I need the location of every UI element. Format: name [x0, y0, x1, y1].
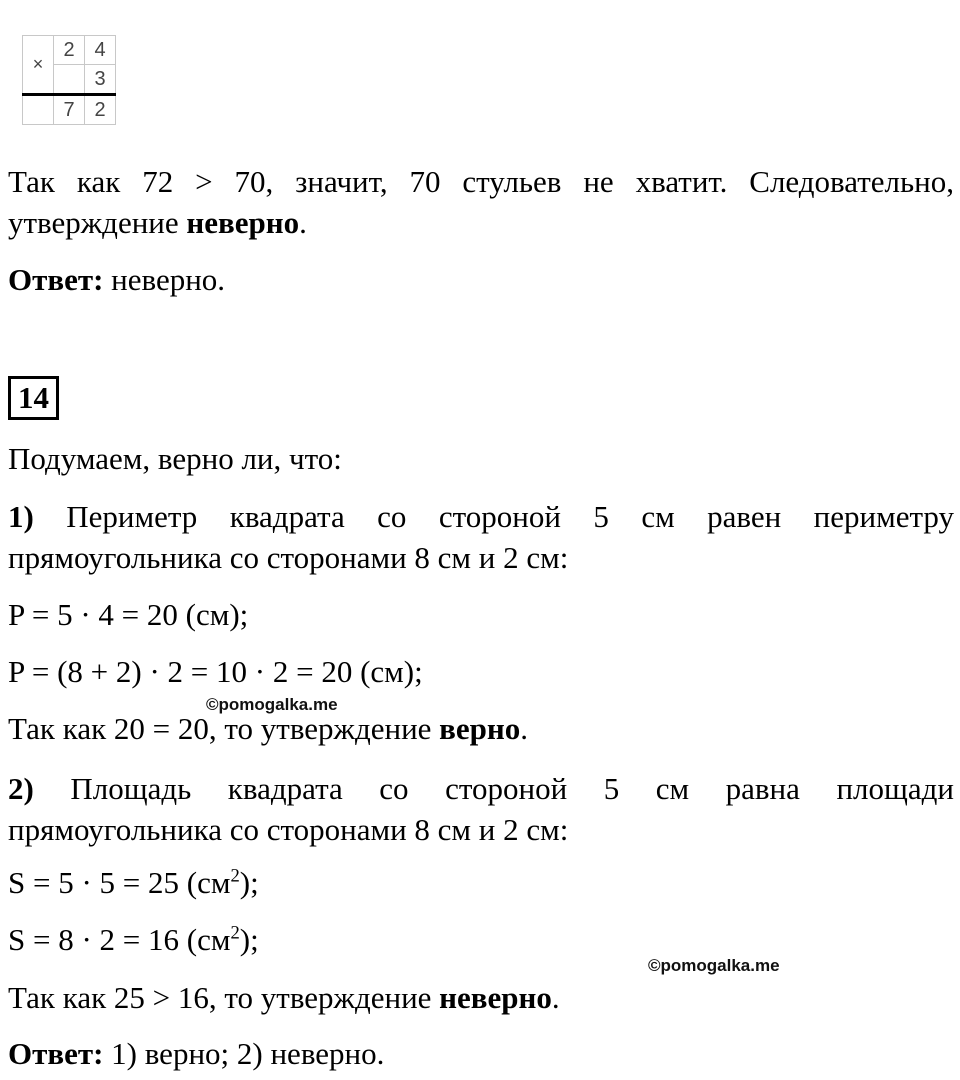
verdict: неверно — [439, 980, 552, 1015]
verdict: неверно — [186, 205, 300, 240]
calc-line: S = 8 · 2 = 16 $(см^2)$; — [8, 922, 259, 957]
watermark: ©pomogalka.me — [648, 956, 780, 975]
answer-line — [8, 1037, 954, 1071]
answer-text: 1) верно; 2) неверно. — [103, 1036, 385, 1071]
calc-line: S = 5 · 5 = 25 $(см^2)$; — [8, 865, 259, 900]
calc-line: P = 5 · 4 = 20 (см); — [8, 597, 249, 632]
grid-cell: 7 — [54, 95, 85, 125]
answer-line — [8, 263, 954, 297]
verdict: верно — [439, 711, 521, 746]
multiplication-grid — [22, 35, 116, 125]
answer-label: Ответ: — [8, 1036, 104, 1071]
grid-cell: 2 — [54, 36, 85, 65]
grid-cell — [23, 95, 54, 125]
item-line: 2) Площадь квадрата со стороной 5 см равна площади — [8, 771, 954, 806]
grid-cell: 3 — [85, 65, 116, 95]
item-line: прямоугольника со сторонами 8 см и 2 см: — [8, 540, 569, 575]
task-intro: Подумаем, верно ли, что: — [8, 441, 342, 476]
item-number: 1) — [8, 499, 34, 534]
conclusion-line: Так как 72 > 70, значит, 70 стульев не хватит. Следовательно, — [8, 164, 954, 199]
watermark: ©pomogalka.me — [206, 695, 338, 714]
grid-cell: 4 — [85, 36, 116, 65]
grid-cell: 2 — [85, 95, 116, 125]
answer-text: неверно. — [103, 262, 226, 297]
conclusion-line: утверждение неверно. — [8, 205, 307, 240]
task-number: 14 — [8, 376, 59, 420]
conclusion-line: Так как 20 = 20, то утверждение верно. — [8, 711, 529, 746]
multiply-sign: × — [23, 36, 54, 95]
item-number: 2) — [8, 771, 34, 806]
item-line: 1) Периметр квадрата со стороной 5 см равен периметру — [8, 499, 954, 534]
item-line: прямоугольника со сторонами 8 см и 2 см: — [8, 812, 569, 847]
calc-line: P = (8 + 2) · 2 = 10 · 2 = 20 (см); — [8, 654, 423, 689]
answer-label: Ответ: — [8, 262, 104, 297]
grid-cell — [54, 65, 85, 95]
conclusion-line: Так как 25 > 16, то утверждение неверно. — [8, 980, 560, 1015]
